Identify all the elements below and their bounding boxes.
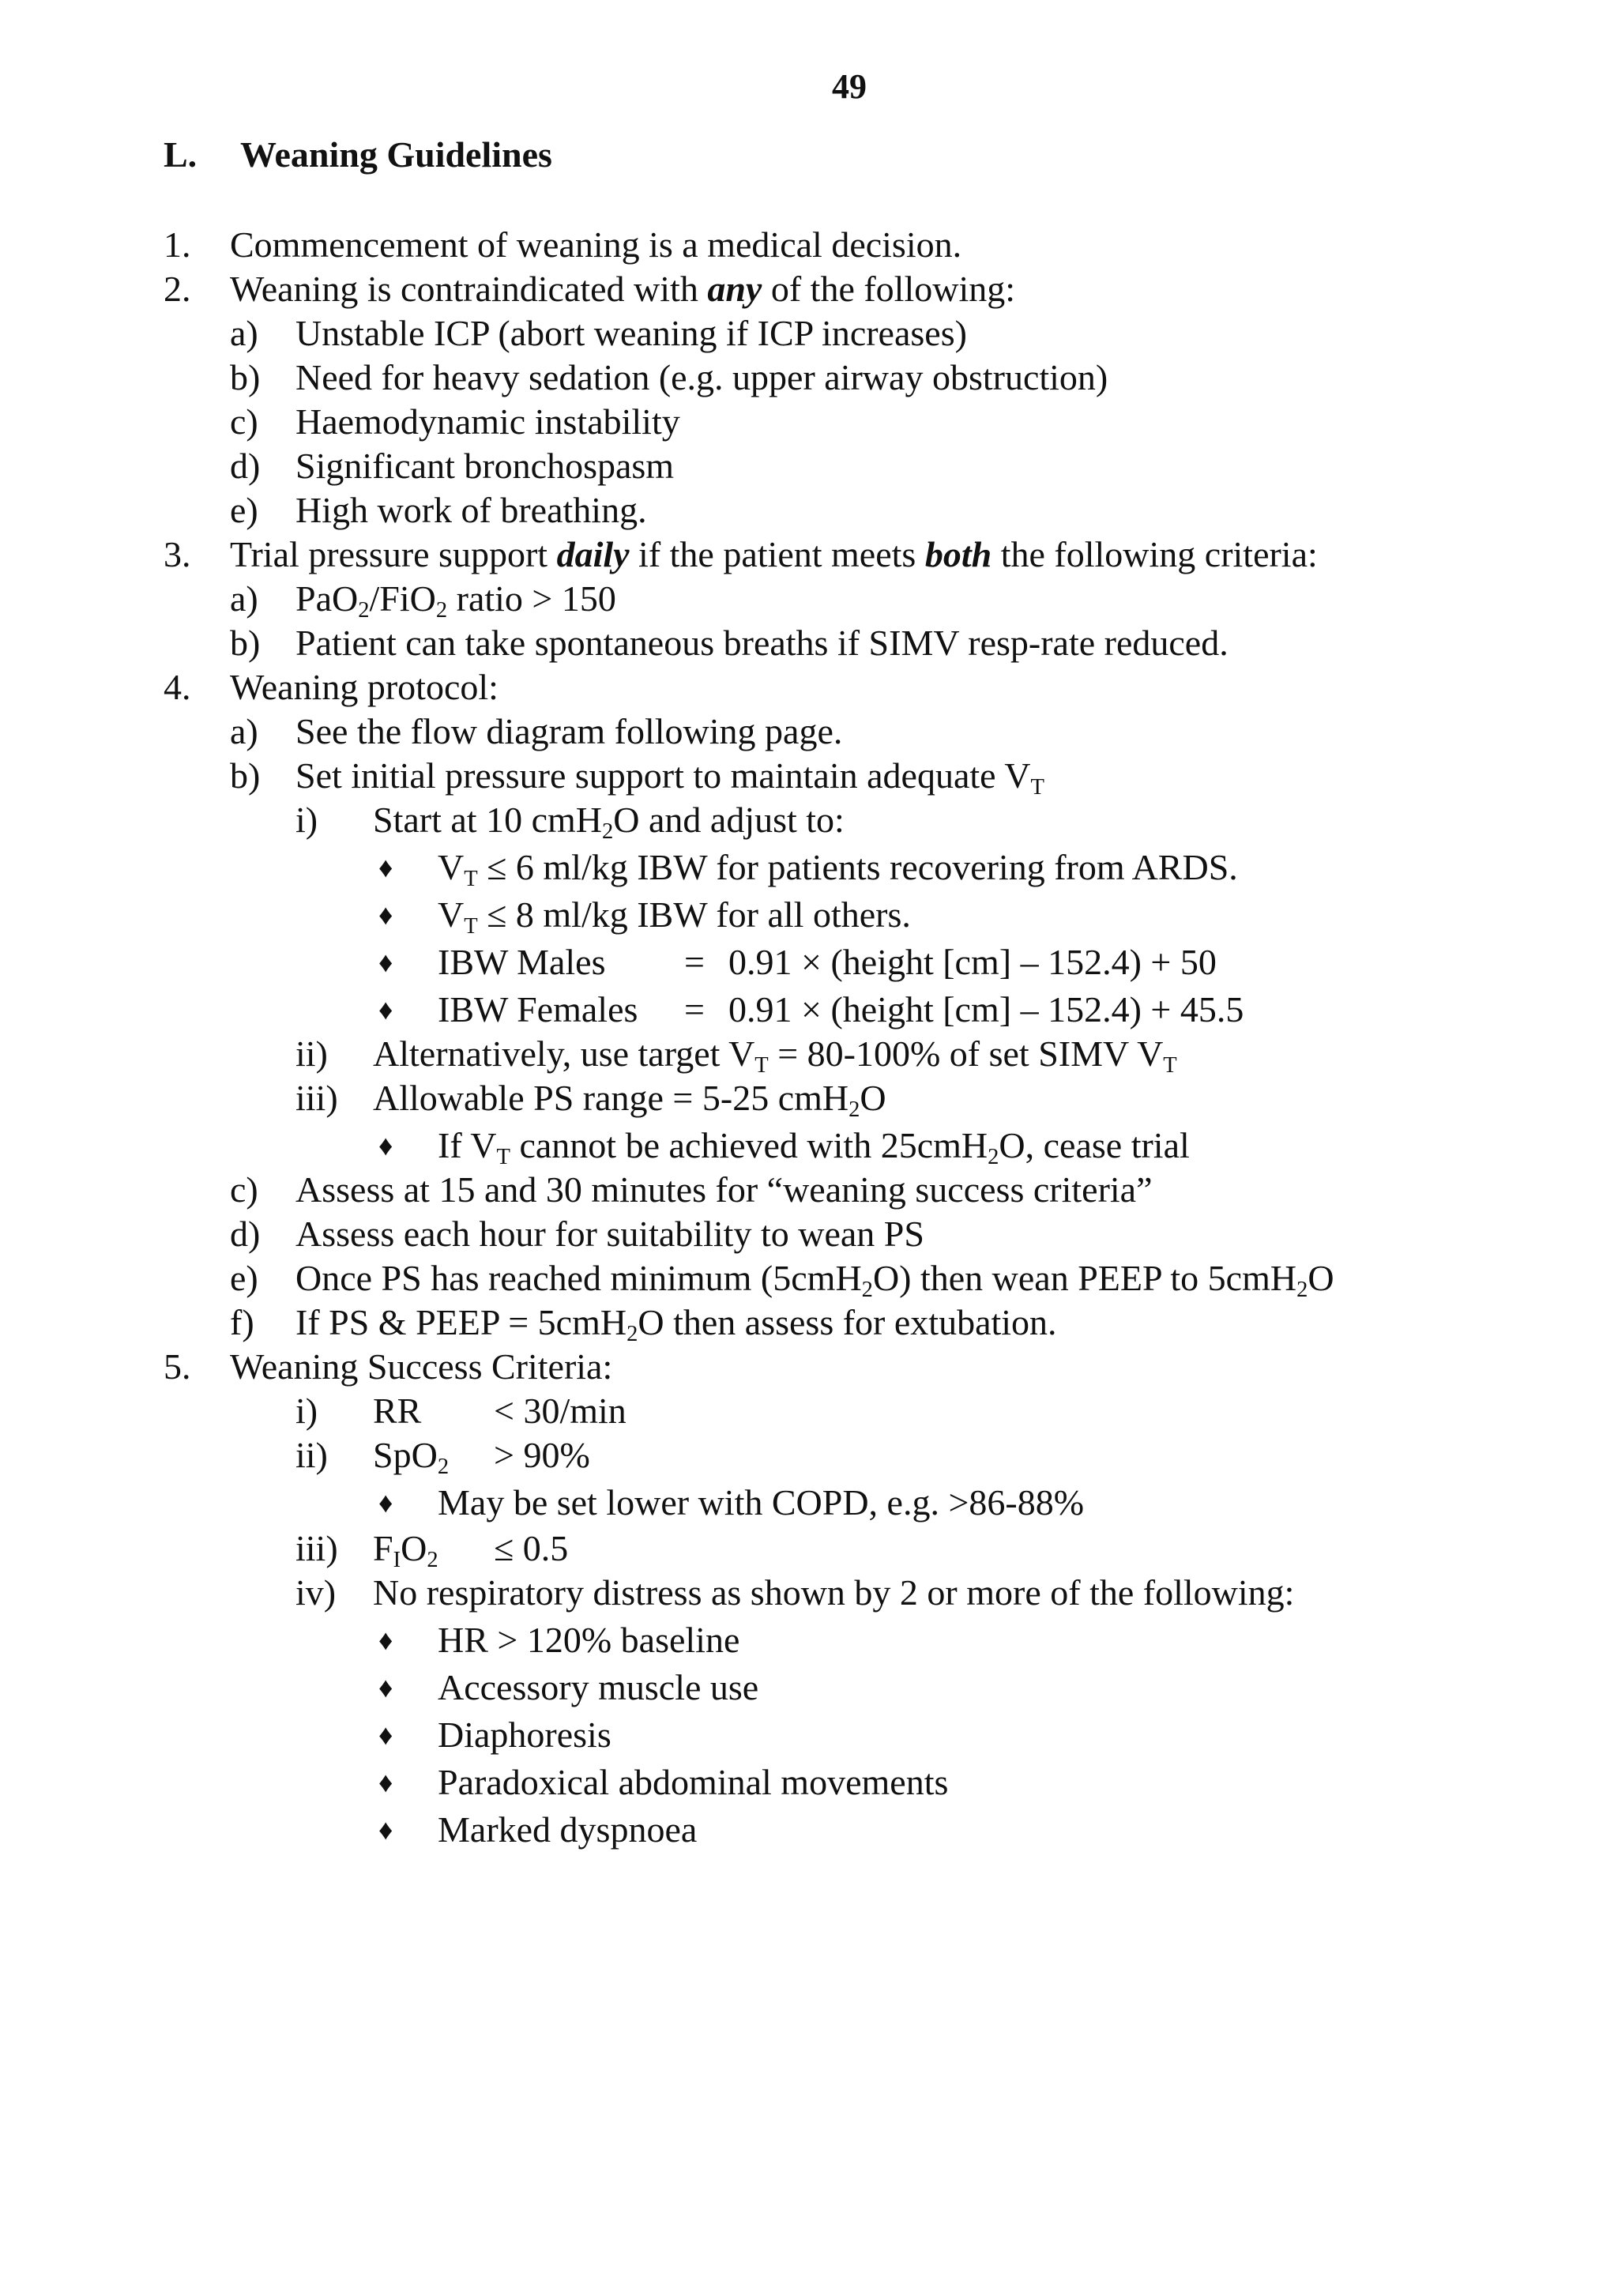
bullet-text: Paradoxical abdominal movements: [438, 1762, 949, 1802]
criterion-label: RR: [373, 1391, 422, 1431]
sub-text: Patient can take spontaneous breaths if SIMV resp-rate reduced.: [295, 623, 1229, 663]
list-marker: 3.: [164, 534, 191, 574]
emphasis: both: [924, 534, 992, 574]
roman-text: No respiratory distress as shown by 2 or more of the following:: [373, 1572, 1295, 1613]
roman-marker: i): [295, 1391, 318, 1431]
sub-text: Haemodynamic instability: [295, 401, 680, 442]
bullet-text: Accessory muscle use: [438, 1667, 759, 1707]
list-marker: 5.: [164, 1346, 191, 1387]
criterion-label: SpO$_2$: [373, 1435, 450, 1479]
diamond-bullet-icon: ♦: [378, 947, 393, 978]
list-marker: 1.: [164, 224, 191, 265]
sub-text: Assess at 15 and 30 minutes for “weaning success criteria”: [295, 1169, 1153, 1210]
list-text: Weaning is contraindicated with any of the following:: [230, 269, 1016, 309]
roman-marker: ii): [295, 1033, 328, 1074]
roman-marker: ii): [295, 1435, 328, 1475]
list-text: Commencement of weaning is a medical decision.: [230, 224, 962, 265]
bullet-text: HR > 120% baseline: [438, 1620, 740, 1660]
sub-marker: b): [230, 623, 261, 663]
sub-marker: d): [230, 1214, 261, 1254]
diamond-bullet-icon: ♦: [378, 899, 393, 931]
sub-text: Set initial pressure support to maintain adequate $V_T$: [295, 755, 1044, 800]
sub-marker: f): [230, 1302, 254, 1342]
sub-text: Unstable ICP (abort weaning if ICP increases): [295, 313, 967, 353]
list-text: Weaning Success Criteria:: [230, 1346, 613, 1387]
diamond-bullet-icon: ♦: [378, 1767, 393, 1798]
sub-marker: d): [230, 446, 261, 486]
diamond-bullet-icon: ♦: [378, 1814, 393, 1846]
sub-marker: a): [230, 578, 258, 619]
emphasis: any: [707, 269, 762, 309]
sub-marker: a): [230, 313, 258, 353]
sub-text: PaO$_2$/FiO$_2$ ratio > 150: [295, 578, 616, 623]
roman-text: Alternatively, use target $V_T = 80-100\%$ of set SIMV $V_T$: [373, 1033, 1177, 1078]
sub-text: Significant bronchospasm: [295, 446, 675, 486]
section-title: Weaning Guidelines: [240, 134, 552, 175]
roman-marker: iii): [295, 1528, 338, 1568]
list-text: Trial pressure support daily if the patient meets both the following criteria:: [230, 534, 1318, 574]
sub-text: Assess each hour for suitability to wean PS: [295, 1214, 924, 1254]
roman-marker: iii): [295, 1078, 338, 1118]
bullet-text: May be set lower with COPD, e.g. >86-88%: [438, 1482, 1085, 1523]
roman-text: Allowable PS range = 5-25 cmH$_2$O: [373, 1078, 886, 1122]
criterion-value: < 30/min: [494, 1391, 627, 1431]
formula-equals: =: [684, 989, 705, 1029]
bullet-text: Marked dyspnoea: [438, 1809, 698, 1850]
sub-text: Need for heavy sedation (e.g. upper airway obstruction): [295, 357, 1108, 397]
bullet-text: If $V_T$ cannot be achieved with 25cmH$_2$O, cease trial: [438, 1125, 1190, 1169]
section-letter: L.: [164, 134, 198, 175]
sub-text: See the flow diagram following page.: [295, 711, 843, 751]
formula-equals: =: [684, 942, 705, 982]
sub-marker: c): [230, 1169, 258, 1210]
sub-text: If PS & PEEP = 5cmH$_2$O then assess for extubation.: [295, 1302, 1057, 1346]
bullet-text: $V_T \le 6$ ml/kg IBW for patients recovering from ARDS.: [438, 847, 1238, 891]
formula-label: IBW Females: [438, 989, 638, 1029]
formula-expression: 0.91 × (height [cm] – 152.4) + 45.5: [728, 989, 1244, 1029]
list-text: Weaning protocol:: [230, 667, 499, 707]
sub-marker: b): [230, 357, 261, 397]
diamond-bullet-icon: ♦: [378, 1719, 393, 1751]
diamond-bullet-icon: ♦: [378, 1672, 393, 1703]
bullet-text: $V_T \le 8$ ml/kg IBW for all others.: [438, 894, 911, 939]
formula-expression: 0.91 × (height [cm] – 152.4) + 50: [728, 942, 1217, 982]
list-marker: 2.: [164, 269, 191, 309]
roman-marker: i): [295, 800, 318, 840]
sub-marker: e): [230, 490, 258, 530]
bullet-text: Diaphoresis: [438, 1714, 611, 1755]
diamond-bullet-icon: ♦: [378, 1130, 393, 1161]
roman-marker: iv): [295, 1572, 337, 1613]
diamond-bullet-icon: ♦: [378, 1624, 393, 1656]
sub-marker: e): [230, 1258, 258, 1298]
diamond-bullet-icon: ♦: [378, 1487, 393, 1519]
diamond-bullet-icon: ♦: [378, 852, 393, 883]
roman-text: Start at 10 cmH$_2$O and adjust to:: [373, 800, 845, 844]
sub-text: Once PS has reached minimum (5cmH$_2$O) then wean PEEP to 5cmH$_2$O: [295, 1258, 1334, 1302]
diamond-bullet-icon: ♦: [378, 994, 393, 1026]
list-marker: 4.: [164, 667, 191, 707]
criterion-label: $F_IO_2$: [373, 1528, 438, 1572]
sub-text: High work of breathing.: [295, 490, 647, 530]
sub-marker: a): [230, 711, 258, 751]
criterion-value: > 90%: [494, 1435, 590, 1475]
criterion-value: ≤ 0.5: [494, 1528, 569, 1568]
sub-marker: c): [230, 401, 258, 442]
page-number: 49: [832, 67, 867, 106]
emphasis: daily: [556, 534, 630, 574]
formula-label: IBW Males: [438, 942, 606, 982]
sub-marker: b): [230, 755, 261, 796]
